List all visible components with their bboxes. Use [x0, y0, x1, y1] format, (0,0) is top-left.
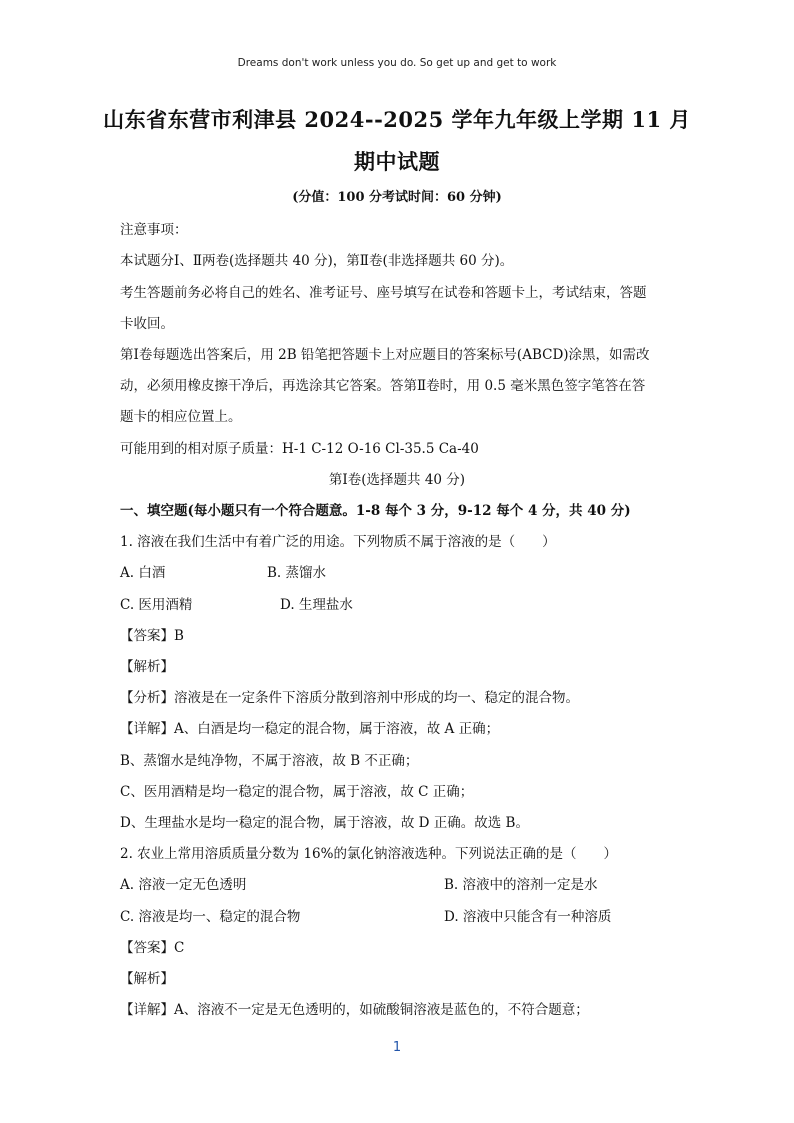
q2-analysis-heading: 【解析】	[120, 971, 174, 987]
q1-answer: 【答案】B	[120, 628, 184, 644]
q1-option-b: B. 蒸馏水	[267, 565, 327, 581]
q2-detail: 【详解】A、溶液不一定是无色透明的，如硫酸铜溶液是蓝色的，不符合题意；	[120, 1002, 589, 1018]
notes-line: 题卡的相应位置上。	[120, 409, 242, 425]
question-1-stem: 1. 溶液在我们生活中有着广泛的用途。下列物质不属于溶液的是（ ）	[120, 534, 556, 550]
q1-option-d: D. 生理盐水	[280, 597, 353, 613]
q2-option-d: D. 溶液中只能含有一种溶质	[444, 909, 612, 925]
q1-detail: D、生理盐水是均一稳定的混合物，属于溶液，故 D 正确。故选 B。	[120, 815, 529, 831]
q2-answer: 【答案】C	[120, 940, 185, 956]
q1-detail: C、医用酒精是均一稳定的混合物，属于溶液，故 C 正确；	[120, 784, 474, 800]
header-motto: Dreams don't work unless you do. So get up and get to work	[237, 57, 557, 69]
part-heading: 一、填空题(每小题只有一个符合题意。1-8 每个 3 分，9-12 每个 4 分，共 40 分)	[120, 503, 631, 519]
q2-option-c: C. 溶液是均一、稳定的混合物	[120, 909, 301, 925]
section-title: 第Ⅰ卷(选择题共 40 分)	[328, 472, 466, 488]
notes-line: 卡收回。	[120, 316, 174, 332]
page-number: 1	[392, 1040, 402, 1055]
q2-option-b: B. 溶液中的溶剂一定是水	[444, 877, 598, 893]
exam-title-line1: 山东省东营市利津县 2024--2025 学年九年级上学期 11 月	[103, 107, 691, 132]
notes-line: 动，必须用橡皮擦干净后，再选涂其它答案。答第Ⅱ卷时，用 0.5 毫米黑色签字笔答在答	[120, 378, 646, 394]
question-2-stem: 2. 农业上常用溶质质量分数为 16%的氯化钠溶液选种。下列说法正确的是（ ）	[120, 846, 617, 862]
q1-fenxi: 【分析】溶液是在一定条件下溶质分散到溶剂中形成的均一、稳定的混合物。	[120, 690, 579, 706]
atomic-mass-line: 可能用到的相对原子质量：H-1 C-12 O-16 Cl-35.5 Ca-40	[120, 441, 479, 457]
q2-option-a: A. 溶液一定无色透明	[120, 877, 247, 893]
notes-line: 本试题分Ⅰ、Ⅱ两卷(选择题共 40 分)，第Ⅱ卷(非选择题共 60 分)。	[120, 253, 514, 269]
q1-option-a: A. 白酒	[120, 565, 166, 581]
notes-heading: 注意事项：	[120, 222, 188, 238]
notes-line: 第Ⅰ卷每题选出答案后，用 2B 铅笔把答题卡上对应题目的答案标号(ABCD)涂黑，如需改	[120, 347, 650, 363]
exam-subtitle: (分值：100 分考试时间：60 分钟)	[292, 190, 502, 205]
q1-analysis-heading: 【解析】	[120, 659, 174, 675]
q1-option-c: C. 医用酒精	[120, 597, 193, 613]
q1-detail: 【详解】A、白酒是均一稳定的混合物，属于溶液，故 A 正确；	[120, 721, 500, 737]
notes-line: 考生答题前务必将自己的姓名、准考证号、座号填写在试卷和答题卡上，考试结束，答题	[120, 285, 647, 301]
q1-detail: B、蒸馏水是纯净物，不属于溶液，故 B 不正确；	[120, 753, 419, 769]
exam-title-line2: 期中试题	[354, 149, 440, 174]
